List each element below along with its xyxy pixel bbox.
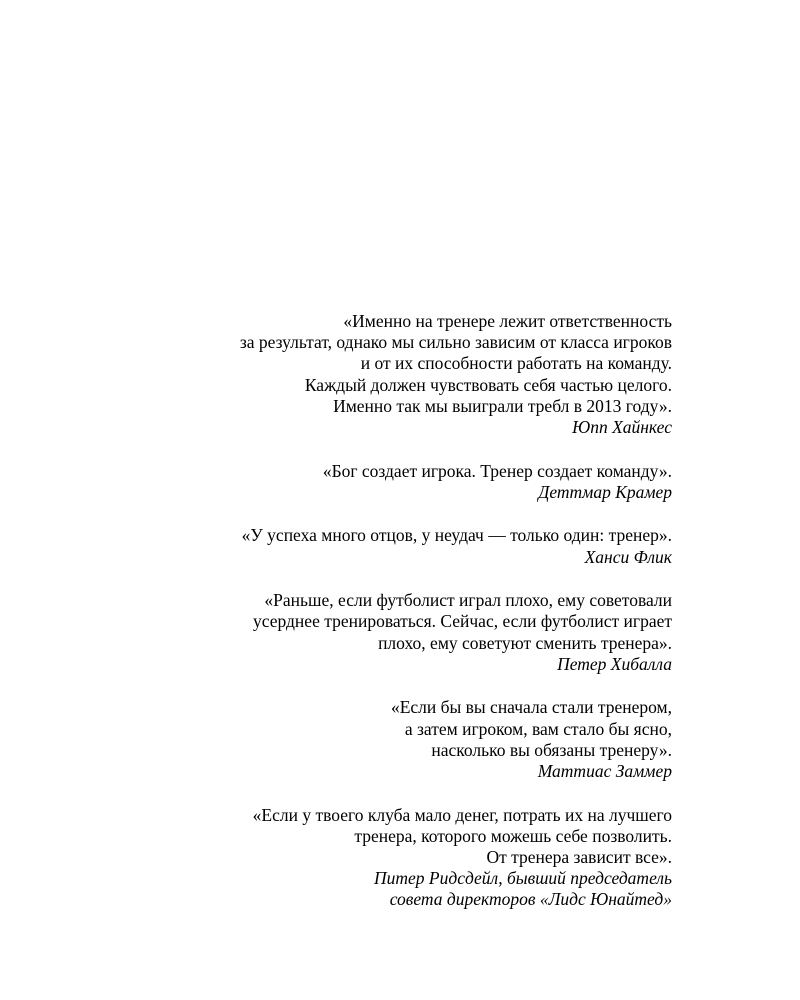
quote-author: Деттмар Крамер [538,481,672,502]
quote-line: усерднее тренироваться. Сейчас, если футболист играет [253,611,672,632]
quote-line: «Именно на тренере лежит ответственность [343,311,672,331]
quote-author: Маттиас Заммер [537,761,672,782]
quote-line: «Раньше, если футболист играл плохо, ему советовали [264,590,672,611]
epigraph-quotes [112,311,672,933]
quote-heynckes [112,311,672,438]
quote-line: а затем игроком, вам стало бы ясно, [404,718,672,739]
quote-author: Питер Ридсдейл, бывший председатель [374,868,672,889]
quote-line: тренера, которого можешь себе позволить. [354,825,672,846]
quote-hyballa [112,590,672,675]
quote-author: Ханси Флик [584,546,672,567]
quote-ridsdale [112,805,672,911]
quote-line: Каждый должен чувствовать себя частью целого. [304,374,672,395]
quote-author: Петер Хибалла [557,653,672,674]
quote-line: «Если у твоего клуба мало денег, потрать их на лучшего [252,804,672,825]
quote-author: совета директоров «Лидс Юнайтед» [389,889,672,910]
quote-sammer [112,697,672,782]
quote-line: плохо, ему советуют сменить тренера». [378,632,672,653]
quote-line: «У успеха много отцов, у неудач — только один: тренер». [241,525,672,546]
quote-author: Юпп Хайнкес [572,417,672,438]
quote-cramer [112,461,672,503]
quote-line: Именно так мы выиграли требл в 2013 году». [333,395,672,416]
quote-line: «Если бы вы сначала стали тренером, [390,697,672,718]
quote-line: От тренера зависит все». [486,847,672,868]
quote-line: за результат, однако мы сильно зависим от класса игроков [239,332,672,353]
quote-line: насколько вы обязаны тренеру». [431,739,672,760]
quote-line: и от их способности работать на команду. [360,353,672,374]
quote-line: «Бог создает игрока. Тренер создает команду». [322,460,672,481]
quote-flick [112,525,672,567]
